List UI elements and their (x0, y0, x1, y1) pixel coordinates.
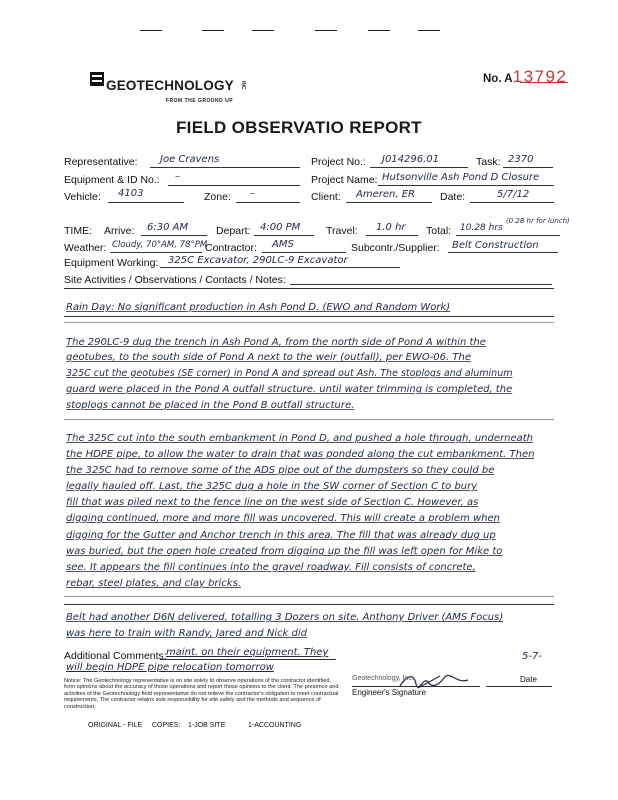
note-line: digging for the Gutter and Anchor trench in this area. The fill that was already dug up (66, 530, 496, 541)
project-name-label: Project Name: (311, 174, 378, 186)
signature-date-value: 5-7- (522, 651, 542, 662)
note-line: was here to train with Randy, Jared and Nick did (66, 628, 308, 639)
arrive-value: 6:30 AM (147, 222, 189, 233)
project-no-value: J014296.01 (382, 154, 440, 165)
report-number (483, 67, 567, 87)
total-note: (0.28 hr for lunch) (506, 217, 570, 225)
total-value: 10.28 hrs (460, 223, 503, 233)
notice-text: Notice: The Geotechnology representative is on site solely to observe operations of the contractor identified, form opinions about the accuracy of those operations and report those opinions to the client. The presence and activities of the Geotechnology field representative do not relieve the contractor's obligation to meet contractual requirements. The contractor retains sole responsibility for site safety and the methods and sequence of construction. (64, 678, 339, 710)
note-line: stoplogs cannot be placed in the Pond B outfall structure. (66, 400, 355, 411)
additional-comments-label: Additional Comments: (64, 650, 167, 662)
weather-value: Cloudy, 70°AM, 78°PM (112, 240, 208, 250)
equipment-value: – (175, 171, 180, 182)
report-number-value: 13792 (512, 67, 568, 86)
vehicle-value: 4103 (118, 188, 144, 199)
note-line: 325C cut the geotubes (SE corner) in Pond A and spread out Ash. The stoplogs and aluminum (66, 368, 513, 379)
report-title: FIELD OBSERVATIO REPORT (176, 118, 422, 137)
time-label: TIME: (64, 225, 92, 237)
task-value: 2370 (508, 154, 534, 165)
brand-name: GEOTECHNOLOGY (106, 78, 234, 93)
note-line: the HDPE pipe, to allow the water to drain that was ponded along the cut embankment. Then (66, 449, 535, 460)
client-value: Ameren, ER (356, 189, 415, 200)
note-line: was buried, but the open hole created from digging up the fill was left open for Mike to (66, 546, 503, 557)
copies-accounting: 1-ACCOUNTING (248, 722, 302, 729)
arrive-label: Arrive: (104, 225, 135, 237)
activities-label: Site Activities / Observations / Contacts / Notes: (64, 274, 286, 286)
representative-label: Representative: (64, 156, 138, 168)
note-line: the 325C had to remove some of the ADS pipe out of the dumpsters so they could be (66, 465, 495, 476)
copies-original: ORIGINAL - FILE (88, 722, 143, 729)
copies-label: COPIES: (152, 722, 181, 729)
project-no-label: Project No.: (311, 156, 366, 168)
subcontr-label: Subcontr./Supplier: (351, 242, 440, 254)
additional-comments-line2: will begin HDPE pipe relocation tomorrow (66, 662, 274, 673)
task-label: Task: (476, 156, 501, 168)
contractor-label: Contractor: (205, 242, 257, 254)
note-line: legally hauled off. Last, the 325C dug a hole in the SW corner of Section C to bury (66, 481, 478, 492)
note-line: rebar, steel plates, and clay bricks. (66, 578, 241, 589)
brand-tagline: FROM THE GROUND UP (166, 98, 234, 104)
note-line: geotubes, to the south side of Pond A next to the weir (outfall), per EWO-06. The (66, 352, 471, 363)
depart-value: 4:00 PM (260, 222, 301, 233)
top-margin-marks (140, 30, 520, 32)
travel-label: Travel: (326, 225, 358, 237)
company-logo (90, 72, 260, 108)
total-label: Total: (426, 225, 452, 237)
working-value: 325C Excavator, 290LC-9 Excavator (168, 255, 348, 266)
weather-label: Weather: (64, 242, 107, 254)
note-line: Rain Day: No significant production in Ash Pond D. (EWO and Random Work) (66, 302, 451, 313)
report-number-prefix: No. A (483, 73, 513, 85)
company-signature-label: Geotechnology, Inc. (352, 675, 414, 682)
zone-value: – (250, 188, 255, 199)
subcontr-value: Belt Construction (452, 240, 539, 251)
equipment-label: Equipment & ID No.: (64, 174, 160, 186)
engineer-signature-label: Engineer's Signature (352, 688, 427, 697)
representative-value: Joe Cravens (160, 154, 220, 165)
note-line: fill that was piled next to the fence line on the west side of Section C. However, as (66, 497, 479, 508)
vehicle-label: Vehicle: (64, 191, 101, 203)
note-line: guard were placed in the Pond A outfall structure. until water trimming is completed, the (66, 384, 513, 395)
zone-label: Zone: (204, 191, 231, 203)
note-line: Belt had another D6N delivered, totalling 3 Dozers on site. Anthony Driver (AMS Focus) (66, 612, 504, 623)
project-name-value: Hutsonville Ash Pond D Closure (382, 172, 540, 183)
contractor-value: AMS (272, 239, 294, 250)
note-line: The 325C cut into the south embankment in Pond D, and pushed a hole through, underneath (66, 433, 533, 444)
travel-value: 1.0 hr (376, 222, 406, 233)
working-label: Equipment Working: (64, 257, 159, 269)
note-line: The 290LC-9 dug the trench in Ash Pond A, from the north side of Pond A within the (66, 337, 486, 348)
depart-label: Depart: (216, 225, 251, 237)
note-line: digging continued, more and more fill was uncovered. This will create a problem when (66, 513, 501, 524)
copies-job-site: 1-JOB SITE (188, 722, 226, 729)
additional-comments-line1: maint. on their equipment. They (166, 647, 329, 658)
date-value: 5/7/12 (497, 189, 530, 200)
note-line: see. It appears the fill continues into the gravel roadway. Fill consists of concrete, (66, 562, 476, 573)
client-label: Client: (311, 191, 341, 203)
date-label: Date: (440, 191, 466, 203)
brand-suffix: INC (240, 81, 246, 90)
signature-date-label: Date (520, 675, 537, 684)
